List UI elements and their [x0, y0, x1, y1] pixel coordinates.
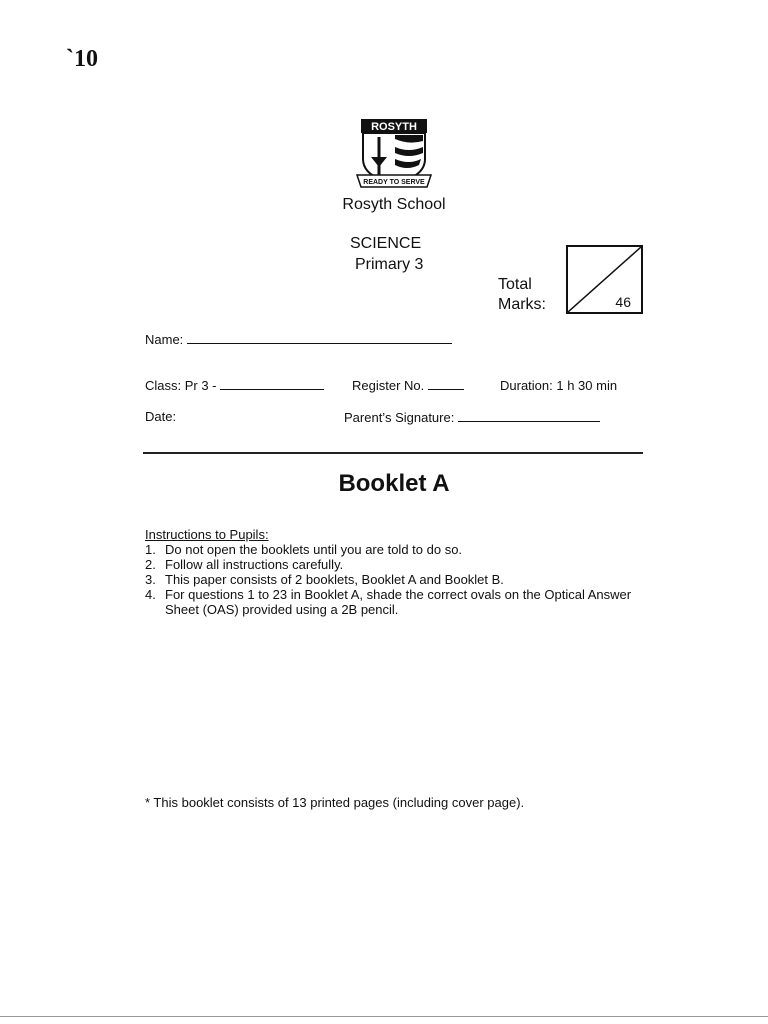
instructions	[145, 527, 635, 617]
total-label-line2: Marks:	[498, 296, 546, 313]
total-label-line1: Total	[498, 276, 532, 293]
crest-motto: READY TO SERVE	[363, 179, 425, 186]
register-line	[428, 377, 464, 390]
register-field	[352, 377, 464, 393]
total-marks-value: 46	[615, 294, 631, 310]
instruction-number: 2.	[145, 557, 156, 572]
date-label: Date:	[145, 409, 177, 424]
class-field	[145, 377, 324, 393]
school-crest-logo	[355, 117, 433, 191]
instruction-number: 4.	[145, 587, 156, 602]
name-line	[187, 331, 452, 344]
page-number: `10	[66, 46, 98, 72]
instruction-item	[145, 557, 635, 572]
instruction-number: 1.	[145, 542, 156, 557]
instruction-item	[145, 587, 635, 617]
signature-line	[458, 409, 600, 422]
signature-label: Parent’s Signature:	[344, 410, 455, 425]
school-name: Rosyth School	[342, 196, 446, 213]
total-marks-box	[566, 245, 643, 314]
name-field	[145, 331, 452, 347]
instruction-text: Follow all instructions carefully.	[165, 557, 344, 572]
instruction-text: For questions 1 to 23 in Booklet A, shade the correct ovals on the Optical Answer Sheet (OAS) provided using a 2B pencil.	[165, 587, 632, 617]
instruction-text: This paper consists of 2 booklets, Booklet A and Booklet B.	[165, 572, 504, 587]
instruction-number: 3.	[145, 572, 156, 587]
section-divider	[143, 452, 643, 454]
crest-top-text: ROSYTH	[371, 121, 417, 133]
footer-note: * This booklet consists of 13 printed pages (including cover page).	[145, 795, 525, 810]
signature-field	[344, 409, 600, 425]
duration-text: Duration: 1 h 30 min	[500, 378, 618, 393]
name-label: Name:	[145, 332, 184, 347]
instructions-heading: Instructions to Pupils:	[145, 527, 269, 542]
class-line	[220, 377, 324, 390]
class-label: Class: Pr 3 -	[145, 378, 217, 393]
instruction-text: Do not open the booklets until you are told to do so.	[165, 542, 463, 557]
register-label: Register No.	[352, 378, 425, 393]
bottom-edge-line	[0, 1016, 768, 1017]
instruction-item	[145, 572, 635, 587]
level-title: Primary 3	[355, 256, 424, 273]
booklet-title: Booklet A	[338, 470, 450, 497]
subject-title: SCIENCE	[350, 235, 422, 252]
total-marks-label	[498, 275, 546, 315]
instruction-item	[145, 542, 635, 557]
